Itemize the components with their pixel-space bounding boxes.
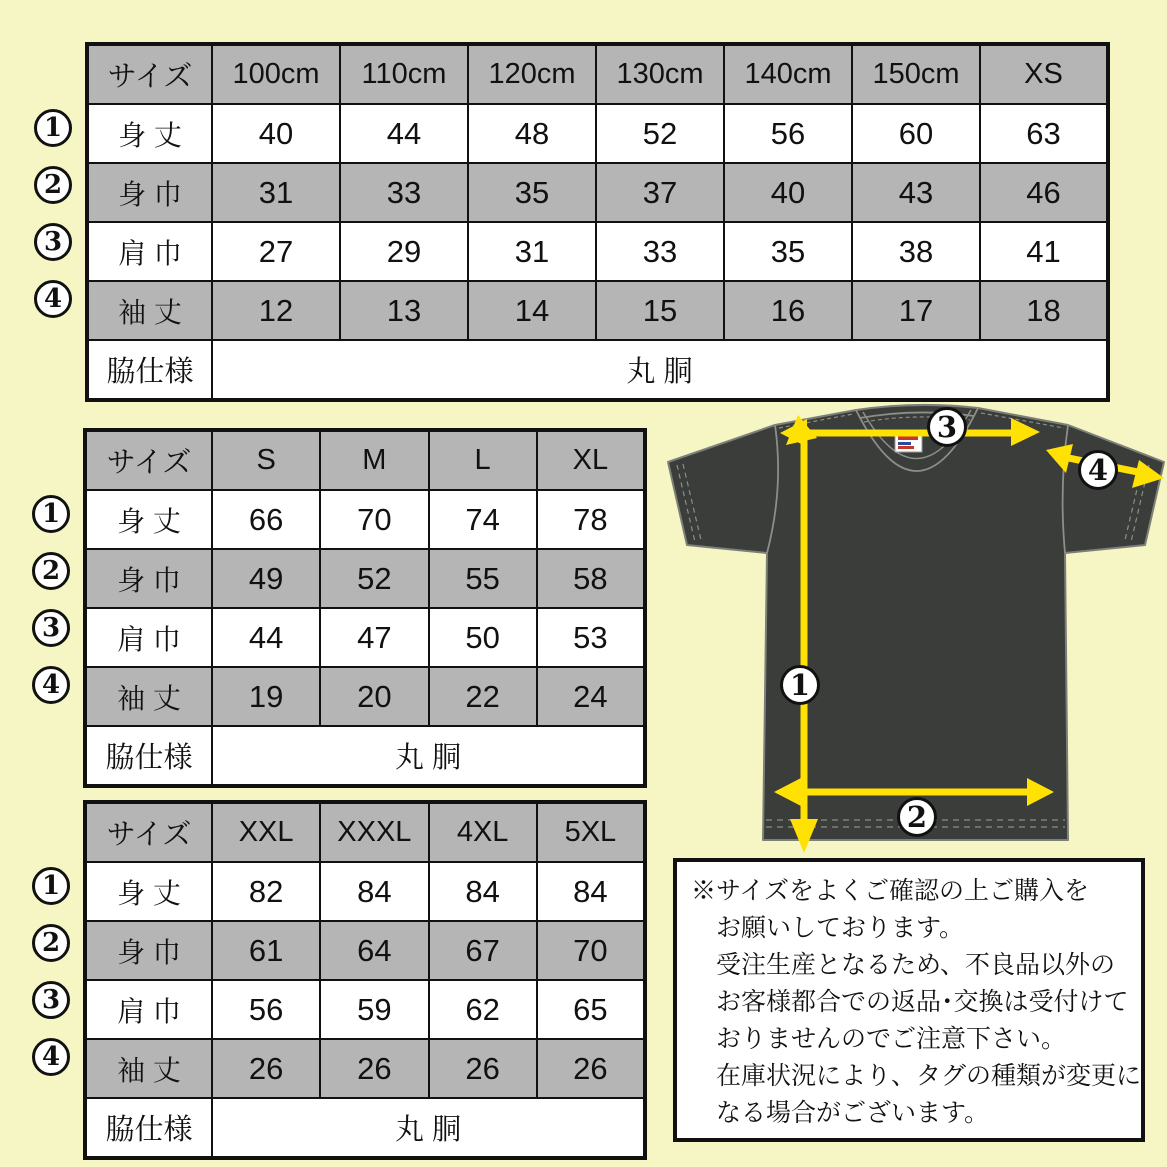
- size-column-header: 100cm: [212, 44, 340, 104]
- value-cell: 84: [537, 862, 645, 921]
- arrow-shoulder-line: [798, 430, 1012, 437]
- row-number-label: 2: [43, 169, 63, 200]
- row-label: 身 巾: [85, 921, 212, 980]
- value-cell: 53: [537, 608, 645, 667]
- value-cell: 48: [468, 104, 596, 163]
- value-cell: 61: [212, 921, 320, 980]
- table-row: [85, 490, 645, 549]
- notice-line-2: お願いしております。: [716, 914, 965, 942]
- size-column-header: XXL: [212, 802, 320, 862]
- callout-2-label: 2: [906, 800, 928, 834]
- table-row: [85, 1039, 645, 1098]
- arrow-width-line: [790, 789, 1038, 796]
- value-cell: 70: [537, 921, 645, 980]
- value-cell: 16: [724, 281, 852, 340]
- size-column-header: XS: [980, 44, 1108, 104]
- size-header-label: サイズ: [85, 802, 212, 862]
- value-cell: 59: [320, 980, 428, 1039]
- side-spec-value: 丸 胴: [212, 340, 1108, 400]
- row-label: 身 巾: [85, 549, 212, 608]
- row-number-label: 2: [41, 555, 61, 586]
- row-number-badge: [32, 867, 70, 905]
- value-cell: 70: [320, 490, 428, 549]
- value-cell: 33: [596, 222, 724, 281]
- value-cell: 58: [537, 549, 645, 608]
- side-spec-label: 脇仕様: [87, 340, 212, 400]
- callout-2: [897, 797, 937, 837]
- side-spec-row: [85, 726, 645, 786]
- size-column-header: S: [212, 430, 320, 490]
- callout-3: [927, 407, 967, 447]
- row-number-label: 1: [43, 112, 63, 143]
- size-table-kids: [43, 42, 1110, 402]
- value-cell: 26: [429, 1039, 537, 1098]
- row-number-label: 4: [43, 283, 63, 314]
- value-cell: 56: [212, 980, 320, 1039]
- row-label: 身 丈: [87, 104, 212, 163]
- value-cell: 78: [537, 490, 645, 549]
- size-column-header: XL: [537, 430, 645, 490]
- value-cell: 13: [340, 281, 468, 340]
- value-cell: 20: [320, 667, 428, 726]
- side-spec-row: [87, 340, 1108, 400]
- row-number-badge: [34, 280, 72, 318]
- value-cell: 47: [320, 608, 428, 667]
- value-cell: 44: [212, 608, 320, 667]
- value-cell: 27: [212, 222, 340, 281]
- row-label: 肩 巾: [85, 980, 212, 1039]
- row-number-badge: [34, 223, 72, 261]
- size-header-label: サイズ: [87, 44, 212, 104]
- row-number-label: 2: [41, 927, 61, 958]
- value-cell: 29: [340, 222, 468, 281]
- table-row: [87, 222, 1108, 281]
- table-header-row: [85, 430, 645, 490]
- callout-4-label: 4: [1087, 453, 1109, 487]
- row-label: 肩 巾: [87, 222, 212, 281]
- value-cell: 17: [852, 281, 980, 340]
- value-cell: 64: [320, 921, 428, 980]
- table-row: [85, 549, 645, 608]
- callout-1: [780, 665, 820, 705]
- callout-4: [1078, 450, 1118, 490]
- value-cell: 65: [537, 980, 645, 1039]
- size-column-header: M: [320, 430, 428, 490]
- value-cell: 60: [852, 104, 980, 163]
- value-cell: 43: [852, 163, 980, 222]
- side-spec-label: 脇仕様: [85, 1098, 212, 1158]
- value-cell: 67: [429, 921, 537, 980]
- row-number-badge: [32, 552, 70, 590]
- row-label: 身 丈: [85, 862, 212, 921]
- value-cell: 35: [724, 222, 852, 281]
- value-cell: 82: [212, 862, 320, 921]
- row-number-label: 3: [41, 984, 61, 1015]
- size-table-adult: [41, 428, 647, 788]
- value-cell: 41: [980, 222, 1108, 281]
- row-number-badge: [32, 609, 70, 647]
- value-cell: 44: [340, 104, 468, 163]
- size-table: [83, 428, 647, 788]
- table-row: [85, 921, 645, 980]
- side-spec-label: 脇仕様: [85, 726, 212, 786]
- value-cell: 26: [320, 1039, 428, 1098]
- row-number-badge: [34, 166, 72, 204]
- value-cell: 63: [980, 104, 1108, 163]
- value-cell: 49: [212, 549, 320, 608]
- value-cell: 84: [429, 862, 537, 921]
- value-cell: 24: [537, 667, 645, 726]
- arrow-length-line: [801, 437, 808, 825]
- value-cell: 40: [212, 104, 340, 163]
- table-row: [85, 608, 645, 667]
- size-table: [85, 42, 1110, 402]
- table-row: [87, 163, 1108, 222]
- value-cell: 37: [596, 163, 724, 222]
- row-label: 袖 丈: [85, 1039, 212, 1098]
- value-cell: 31: [212, 163, 340, 222]
- row-number-badge: [32, 495, 70, 533]
- value-cell: 26: [212, 1039, 320, 1098]
- value-cell: 22: [429, 667, 537, 726]
- table-row: [85, 667, 645, 726]
- value-cell: 26: [537, 1039, 645, 1098]
- row-number-badge: [34, 109, 72, 147]
- notice-box: [673, 858, 1145, 1142]
- row-number-label: 1: [41, 870, 61, 901]
- value-cell: 14: [468, 281, 596, 340]
- value-cell: 52: [596, 104, 724, 163]
- row-label: 身 巾: [87, 163, 212, 222]
- table-row: [87, 281, 1108, 340]
- table-row: [85, 980, 645, 1039]
- value-cell: 35: [468, 163, 596, 222]
- value-cell: 33: [340, 163, 468, 222]
- value-cell: 15: [596, 281, 724, 340]
- value-cell: 31: [468, 222, 596, 281]
- row-number-label: 4: [41, 669, 61, 700]
- row-label: 袖 丈: [87, 281, 212, 340]
- table-header-row: [85, 802, 645, 862]
- notice-line-3: 受注生産となるため、不良品以外の: [716, 951, 1116, 979]
- row-label: 身 丈: [85, 490, 212, 549]
- table-row: [87, 104, 1108, 163]
- side-spec-row: [85, 1098, 645, 1158]
- size-column-header: 110cm: [340, 44, 468, 104]
- size-column-header: 120cm: [468, 44, 596, 104]
- callout-3-label: 3: [936, 410, 958, 444]
- value-cell: 50: [429, 608, 537, 667]
- value-cell: 46: [980, 163, 1108, 222]
- notice-line-4: お客様都合での返品･交換は受付けて: [716, 988, 1129, 1016]
- table-row: [85, 862, 645, 921]
- size-column-header: 5XL: [537, 802, 645, 862]
- notice-line-6: 在庫状況により、タグの種類が変更に: [716, 1062, 1142, 1090]
- value-cell: 62: [429, 980, 537, 1039]
- row-number-label: 3: [41, 612, 61, 643]
- value-cell: 55: [429, 549, 537, 608]
- side-spec-value: 丸 胴: [212, 726, 645, 786]
- size-column-header: L: [429, 430, 537, 490]
- row-number-badge: [32, 666, 70, 704]
- size-table-plus: [41, 800, 647, 1160]
- notice-line-7: なる場合がございます。: [716, 1099, 990, 1127]
- value-cell: 74: [429, 490, 537, 549]
- size-column-header: 140cm: [724, 44, 852, 104]
- tshirt-measure-diagram: [660, 393, 1166, 859]
- row-number-label: 4: [41, 1041, 61, 1072]
- size-table: [83, 800, 647, 1160]
- row-label: 袖 丈: [85, 667, 212, 726]
- value-cell: 12: [212, 281, 340, 340]
- value-cell: 84: [320, 862, 428, 921]
- size-column-header: XXXL: [320, 802, 428, 862]
- size-header-label: サイズ: [85, 430, 212, 490]
- row-number-badge: [32, 1038, 70, 1076]
- value-cell: 19: [212, 667, 320, 726]
- value-cell: 38: [852, 222, 980, 281]
- value-cell: 56: [724, 104, 852, 163]
- row-number-badge: [32, 924, 70, 962]
- row-number-badge: [32, 981, 70, 1019]
- side-spec-value: 丸 胴: [212, 1098, 645, 1158]
- row-label: 肩 巾: [85, 608, 212, 667]
- size-column-header: 150cm: [852, 44, 980, 104]
- table-header-row: [87, 44, 1108, 104]
- value-cell: 18: [980, 281, 1108, 340]
- row-number-label: 3: [43, 226, 63, 257]
- row-number-label: 1: [41, 498, 61, 529]
- value-cell: 40: [724, 163, 852, 222]
- callout-1-label: 1: [789, 668, 811, 702]
- size-column-header: 130cm: [596, 44, 724, 104]
- notice-line-5: おりませんのでご注意下さい。: [716, 1025, 1067, 1053]
- size-column-header: 4XL: [429, 802, 537, 862]
- value-cell: 52: [320, 549, 428, 608]
- value-cell: 66: [212, 490, 320, 549]
- notice-line-1: ※サイズをよくご確認の上ご購入を: [691, 877, 1090, 905]
